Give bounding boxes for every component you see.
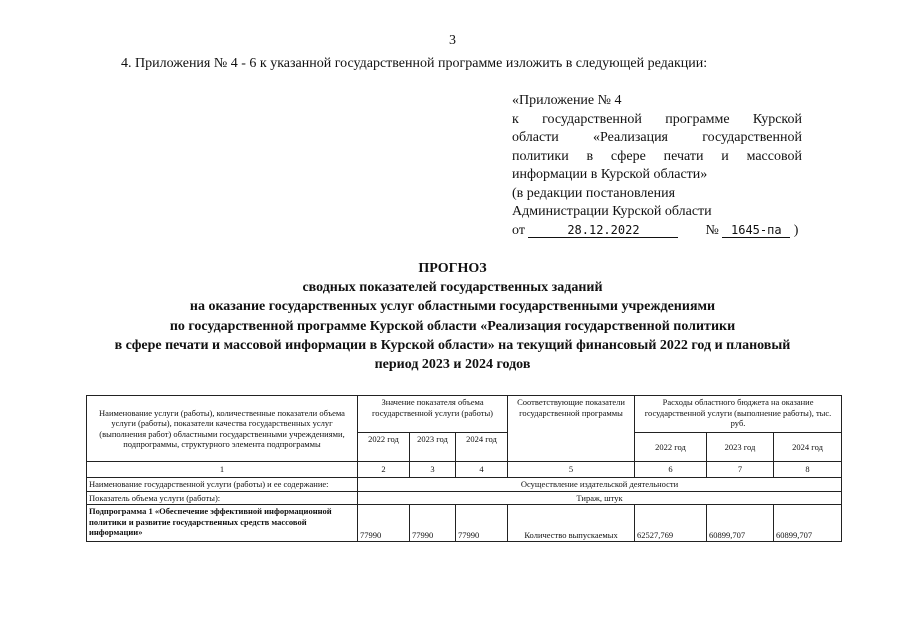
header-expense-2023: 2023 год — [707, 433, 774, 462]
title-line-5: в сфере печати и массовой информации в Курской области» на текущий финансовый 2022 год и плановый — [114, 337, 791, 353]
decree-number: 1645-па — [722, 223, 790, 238]
header-expense-2024: 2024 год — [774, 433, 842, 462]
subprogram-value-2024: 77990 — [456, 505, 508, 542]
number-suffix: ) — [793, 222, 799, 238]
subprogram-label: Подпрограмма 1 «Обеспечение эффективной информационной политики и развитие государственных средств массовой информации» — [87, 505, 358, 542]
header-value-2022: 2022 год — [358, 433, 410, 462]
appendix-line-1: «Приложение № 4 — [512, 93, 622, 108]
column-number: 4 — [456, 462, 508, 478]
subprogram-row — [87, 505, 842, 542]
subprogram-value-2022: 77990 — [358, 505, 410, 542]
title-line-1: ПРОГНОЗ — [418, 261, 487, 276]
title-line-4: по государственной программе Курской области «Реализация государственной политики — [169, 318, 736, 334]
column-number: 7 — [707, 462, 774, 478]
appendix-line-4: политики в сфере печати и массовой — [512, 148, 802, 164]
document-title — [0, 259, 905, 374]
column-number: 2 — [358, 462, 410, 478]
appendix-line-5: информации в Курской области» — [512, 167, 708, 182]
number-prefix: № — [705, 222, 719, 238]
header-indicators: Соответствующие показатели государственной программы — [508, 396, 635, 462]
header-expense-2022: 2022 год — [635, 433, 707, 462]
title-line-3: на оказание государственных услуг областными государственными учреждениями — [189, 299, 716, 315]
subprogram-expense-2023: 60899,707 — [707, 505, 774, 542]
title-line-2: сводных показателей государственных заданий — [302, 280, 603, 296]
service-value: Осуществление издательской деятельности — [358, 478, 842, 492]
intro-paragraph: 4. Приложения № 4 - 6 к указанной государственной программе изложить в следующей редакции: — [121, 56, 708, 71]
header-value: Значение показателя объема государственной услуги (работы) — [358, 396, 508, 433]
appendix-header — [512, 92, 802, 240]
subprogram-expense-2022: 62527,769 — [635, 505, 707, 542]
header-value-2024: 2024 год — [456, 433, 508, 462]
column-number: 1 — [87, 462, 358, 478]
appendix-line-7: Администрации Курской области — [512, 204, 712, 219]
appendix-line-6: (в редакции постановления — [512, 185, 676, 201]
column-number: 3 — [410, 462, 456, 478]
indicator-row — [87, 491, 842, 505]
forecast-table — [86, 395, 842, 542]
column-number: 6 — [635, 462, 707, 478]
date-prefix: от — [512, 222, 525, 238]
subprogram-expense-2024: 60899,707 — [774, 505, 842, 542]
header-expenses: Расходы областного бюджета на оказание государственной услуги (выполнение работы), тыс. руб. — [635, 396, 842, 433]
page-number: 3 — [449, 33, 456, 48]
subprogram-value-2023: 77990 — [410, 505, 456, 542]
column-numbers-row — [87, 462, 842, 478]
appendix-line-2: к государственной программе Курской — [512, 111, 802, 127]
column-number: 5 — [508, 462, 635, 478]
title-line-6: период 2023 и 2024 годов — [374, 357, 531, 373]
service-row — [87, 478, 842, 492]
column-number: 8 — [774, 462, 842, 478]
header-value-2023: 2023 год — [410, 433, 456, 462]
indicator-label: Показатель объема услуги (работы): — [87, 491, 358, 505]
subprogram-indicator: Количество выпускаемых — [508, 505, 635, 542]
appendix-date-line — [512, 222, 802, 241]
decree-date: 28.12.2022 — [528, 223, 678, 238]
appendix-line-3: области «Реализация государственной — [512, 130, 802, 145]
header-service-name: Наименование услуги (работы), количественные показатели объема услуги (работы), показатели качества государственных услуг (выполнения работ) областными государственными учреждениями, подпрограммы, структурного элемента подпрограммы — [87, 396, 358, 462]
indicator-value: Тираж, штук — [358, 491, 842, 505]
service-label: Наименование государственной услуги (работы) и ее содержание: — [87, 478, 358, 492]
